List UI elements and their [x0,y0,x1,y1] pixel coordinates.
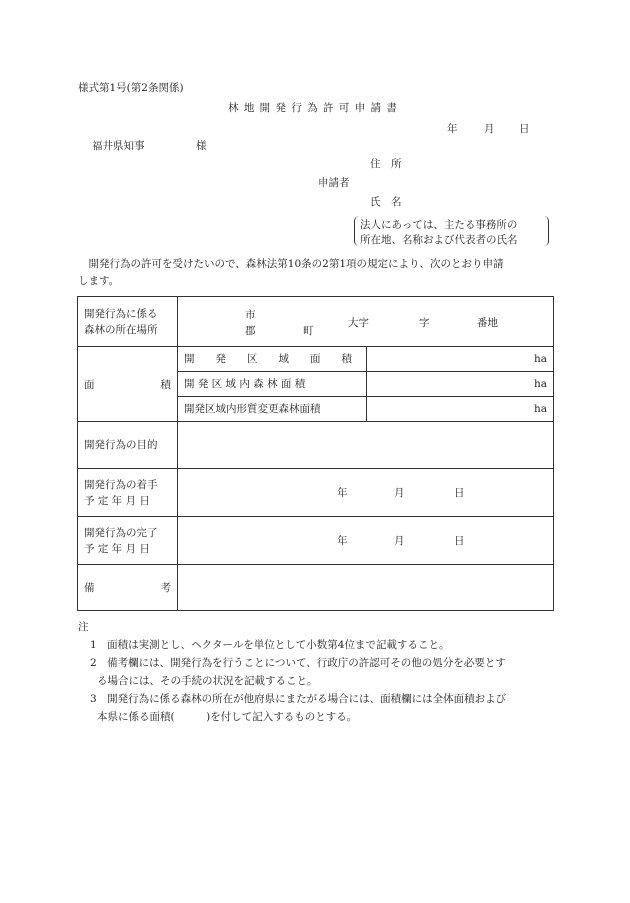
start-month: 月 [394,487,405,499]
note-item: 1 面積は実測とし、ヘクタールを単位として小数第4位まで記載すること。 [90,639,450,651]
applicant-name-label: 氏 名 [370,196,402,208]
purpose-label: 開発行為の目的 [78,422,178,469]
note-item: 3 開発行為に係る森林の所在が他府県にまたがる場合には、面積欄には全体面積および [90,693,507,705]
area-value-field[interactable] [367,347,554,372]
purpose-row [78,422,554,469]
corporate-note-line1: 法人にあっては、主たる事務所の [360,219,518,231]
applicant-address-label: 住 所 [370,158,402,170]
start-year: 年 [337,487,348,499]
start-date-field[interactable] [178,469,554,517]
location-label [78,297,178,347]
end-month: 月 [394,535,405,547]
addressee-honorific: 様 [196,140,207,152]
start-date-label-line1: 開発行為の着手 [84,478,158,491]
form-number: 様式第1号(第2条関係) [78,82,184,94]
area-unit: ha [533,403,547,415]
application-form-table [77,296,554,611]
location-gun: 郡 [245,325,256,337]
location-shi: 市 [245,309,256,321]
remarks-label-right: 考 [160,582,171,594]
area-value-field[interactable] [367,372,554,397]
addressee-name: 福井県知事 [92,140,145,152]
end-date-row [78,517,554,565]
location-label-line1: 開発行為に係る [84,307,158,320]
corporate-note-line2: 所在地、名称および代表者の氏名 [360,234,518,246]
end-date-label [78,517,178,565]
remarks-label-left: 備 [84,582,95,594]
date-day: 日 [519,123,530,135]
end-year: 年 [337,535,348,547]
start-date-label-line2: 予 定 年 月 日 [84,494,150,507]
location-row [78,297,554,347]
area-label-right: 積 [160,378,171,391]
start-day: 日 [454,487,465,499]
intro-line2: します。 [78,275,120,287]
date-year: 年 [447,123,458,135]
location-aza: 字 [419,317,430,329]
area-value-field[interactable] [367,397,554,422]
area-row-label: 開 発 区 域 内 森 林 面 積 [178,372,367,397]
area-label [78,347,178,422]
note-item: 2 備考欄には、開発行為を行うことについて、行政庁の許認可その他の処分を必要とす [90,657,506,669]
area-row-1 [78,347,554,372]
area-unit: ha [533,353,547,365]
start-date-row [78,469,554,517]
notes-section [78,618,556,726]
area-row-label: 開発区域内形質変更森林面積 [178,397,367,422]
intro-line1: 開発行為の許可を受けたいので、森林法第10条の2第1項の規定により、次のとおり申請 [78,258,504,270]
end-date-label-line1: 開発行為の完了 [84,526,158,539]
note-item: 本県に係る面積( )を付して記入するものとする。 [97,711,358,723]
purpose-field[interactable] [178,422,554,469]
date-month: 月 [484,123,495,135]
note-item: る場合には、その手続の状況を記載すること。 [97,675,318,687]
location-field[interactable] [178,297,554,347]
remarks-label [78,565,178,611]
remarks-row [78,565,554,611]
location-machi: 町 [303,325,314,337]
area-row-label: 開 発 区 域 面 積 [178,347,367,372]
notes-heading: 注 [78,621,89,633]
start-date-label [78,469,178,517]
area-label-left: 面 [84,378,95,391]
location-oaza: 大字 [348,317,369,329]
area-unit: ha [533,378,547,390]
end-date-label-line2: 予 定 年 月 日 [84,542,150,555]
remarks-field[interactable] [178,565,554,611]
end-day: 日 [454,535,465,547]
end-date-field[interactable] [178,517,554,565]
location-banchi: 番地 [477,317,498,329]
applicant-label: 申請者 [318,177,350,189]
form-title: 林 地 開 発 行 為 許 可 申 請 書 [228,102,398,114]
location-label-line2: 森林の所在場所 [84,323,158,336]
